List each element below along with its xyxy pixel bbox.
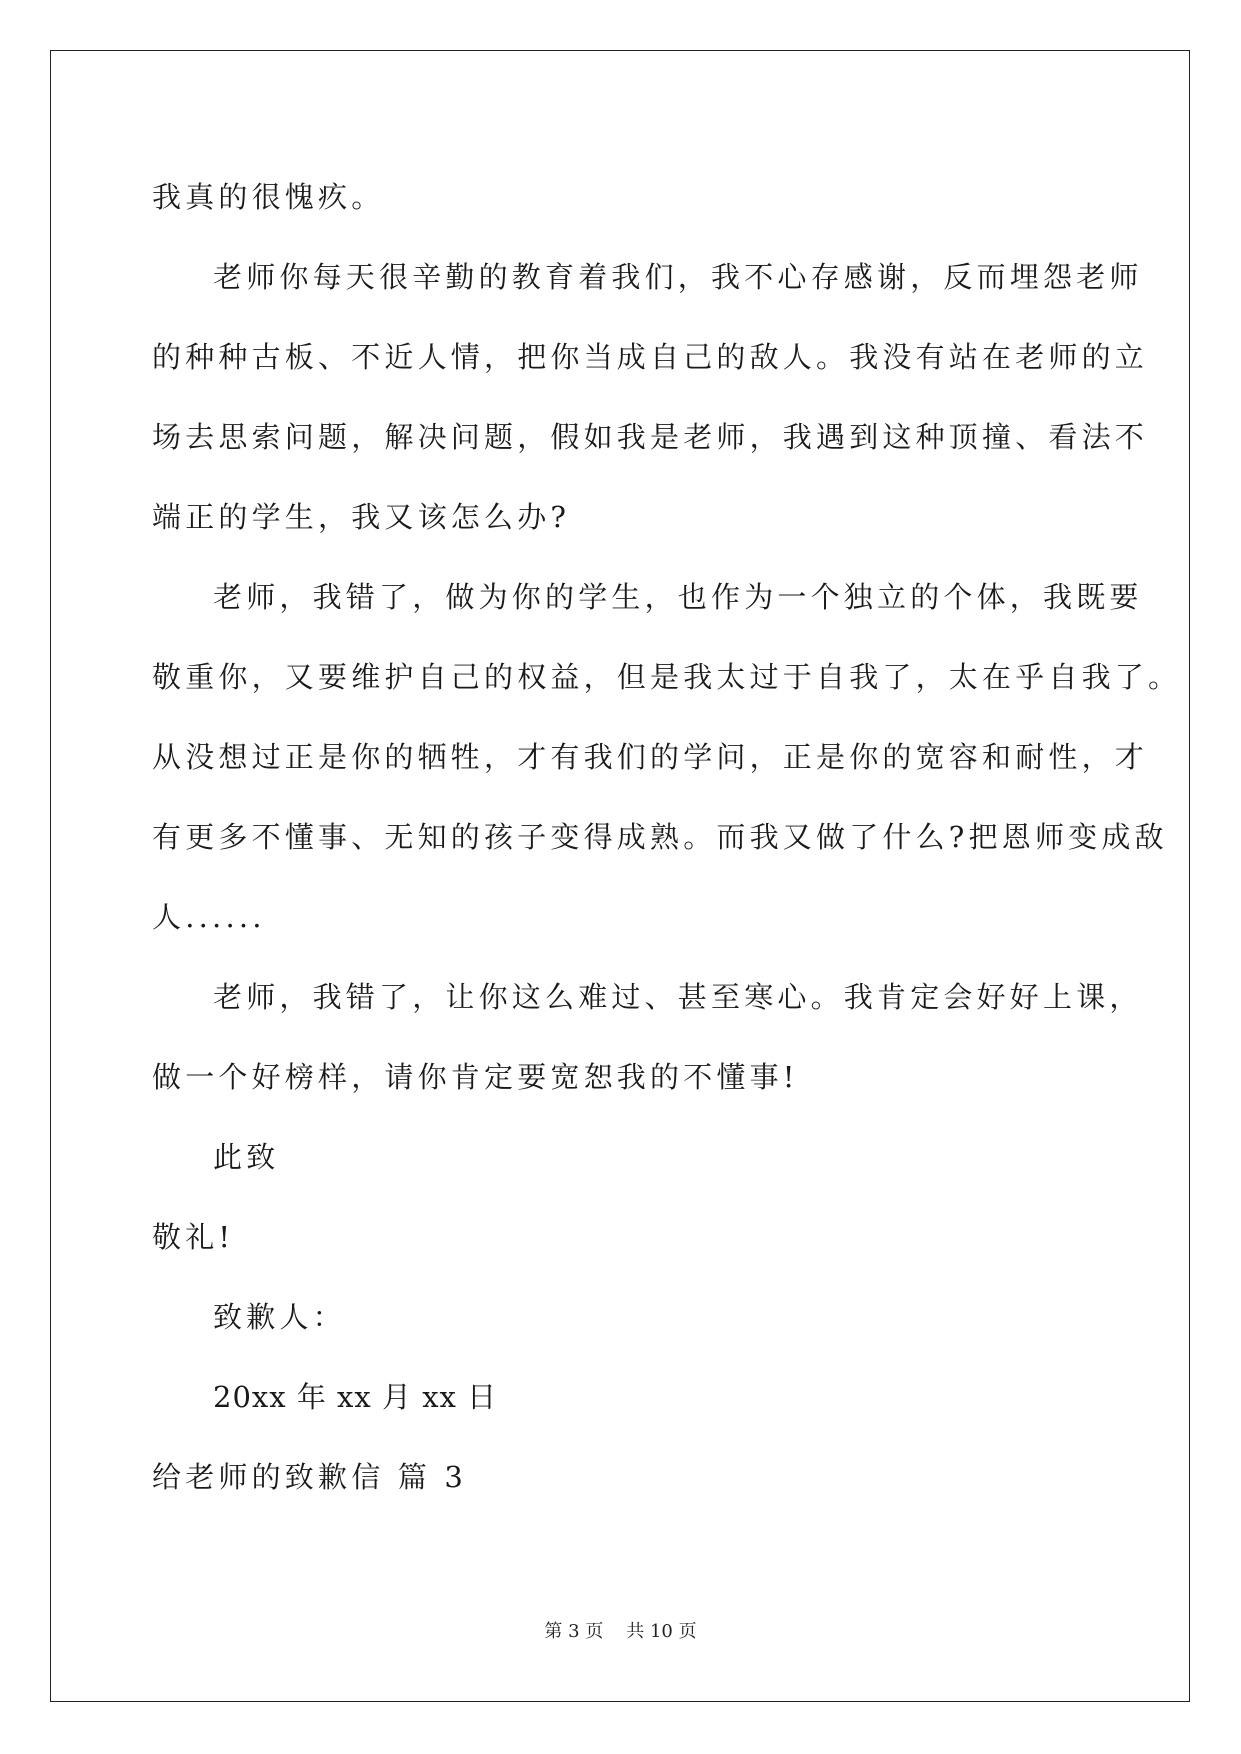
text-line: 的种种古板、不近人情，把你当成自己的敌人。我没有站在老师的立 [152,340,1149,374]
section-heading: 给老师的致歉信 篇 3 [152,1460,468,1494]
page-number: 第 3 页 [544,1621,604,1642]
signature-label: 致歉人： [213,1300,346,1334]
text-line: 做一个好榜样，请你肯定要宽恕我的不懂事! [152,1060,799,1094]
text-line: 我真的很愧疚。 [152,180,385,214]
text-line: 敬重你，又要维护自己的权益，但是我太过于自我了，太在乎自我了。 [152,660,1182,694]
page-total: 共 10 页 [626,1621,697,1642]
paragraph-start: 老师，我错了，做为你的学生，也作为一个独立的个体，我既要 [213,580,1143,614]
paragraph-start: 老师你每天很辛勤的教育着我们，我不心存感谢，反而埋怨老师 [213,260,1143,294]
date-line: 20xx 年 xx 月 xx 日 [213,1380,498,1414]
paragraph-start: 老师，我错了，让你这么难过、甚至寒心。我肯定会好好上课， [213,980,1143,1014]
text-line: 场去思索问题，解决问题，假如我是老师，我遇到这种顶撞、看法不 [152,420,1149,454]
closing-salutation: 此致 [213,1140,280,1174]
text-line: 端正的学生，我又该怎么办? [152,500,571,534]
closing-respect: 敬礼! [152,1220,235,1254]
page-footer [0,1617,1241,1643]
text-line: 人...... [152,900,266,934]
text-line: 从没想过正是你的牺牲，才有我们的学问，正是你的宽容和耐性，才 [152,740,1149,774]
text-line: 有更多不懂事、无知的孩子变得成熟。而我又做了什么?把恩师变成敌 [152,820,1168,854]
